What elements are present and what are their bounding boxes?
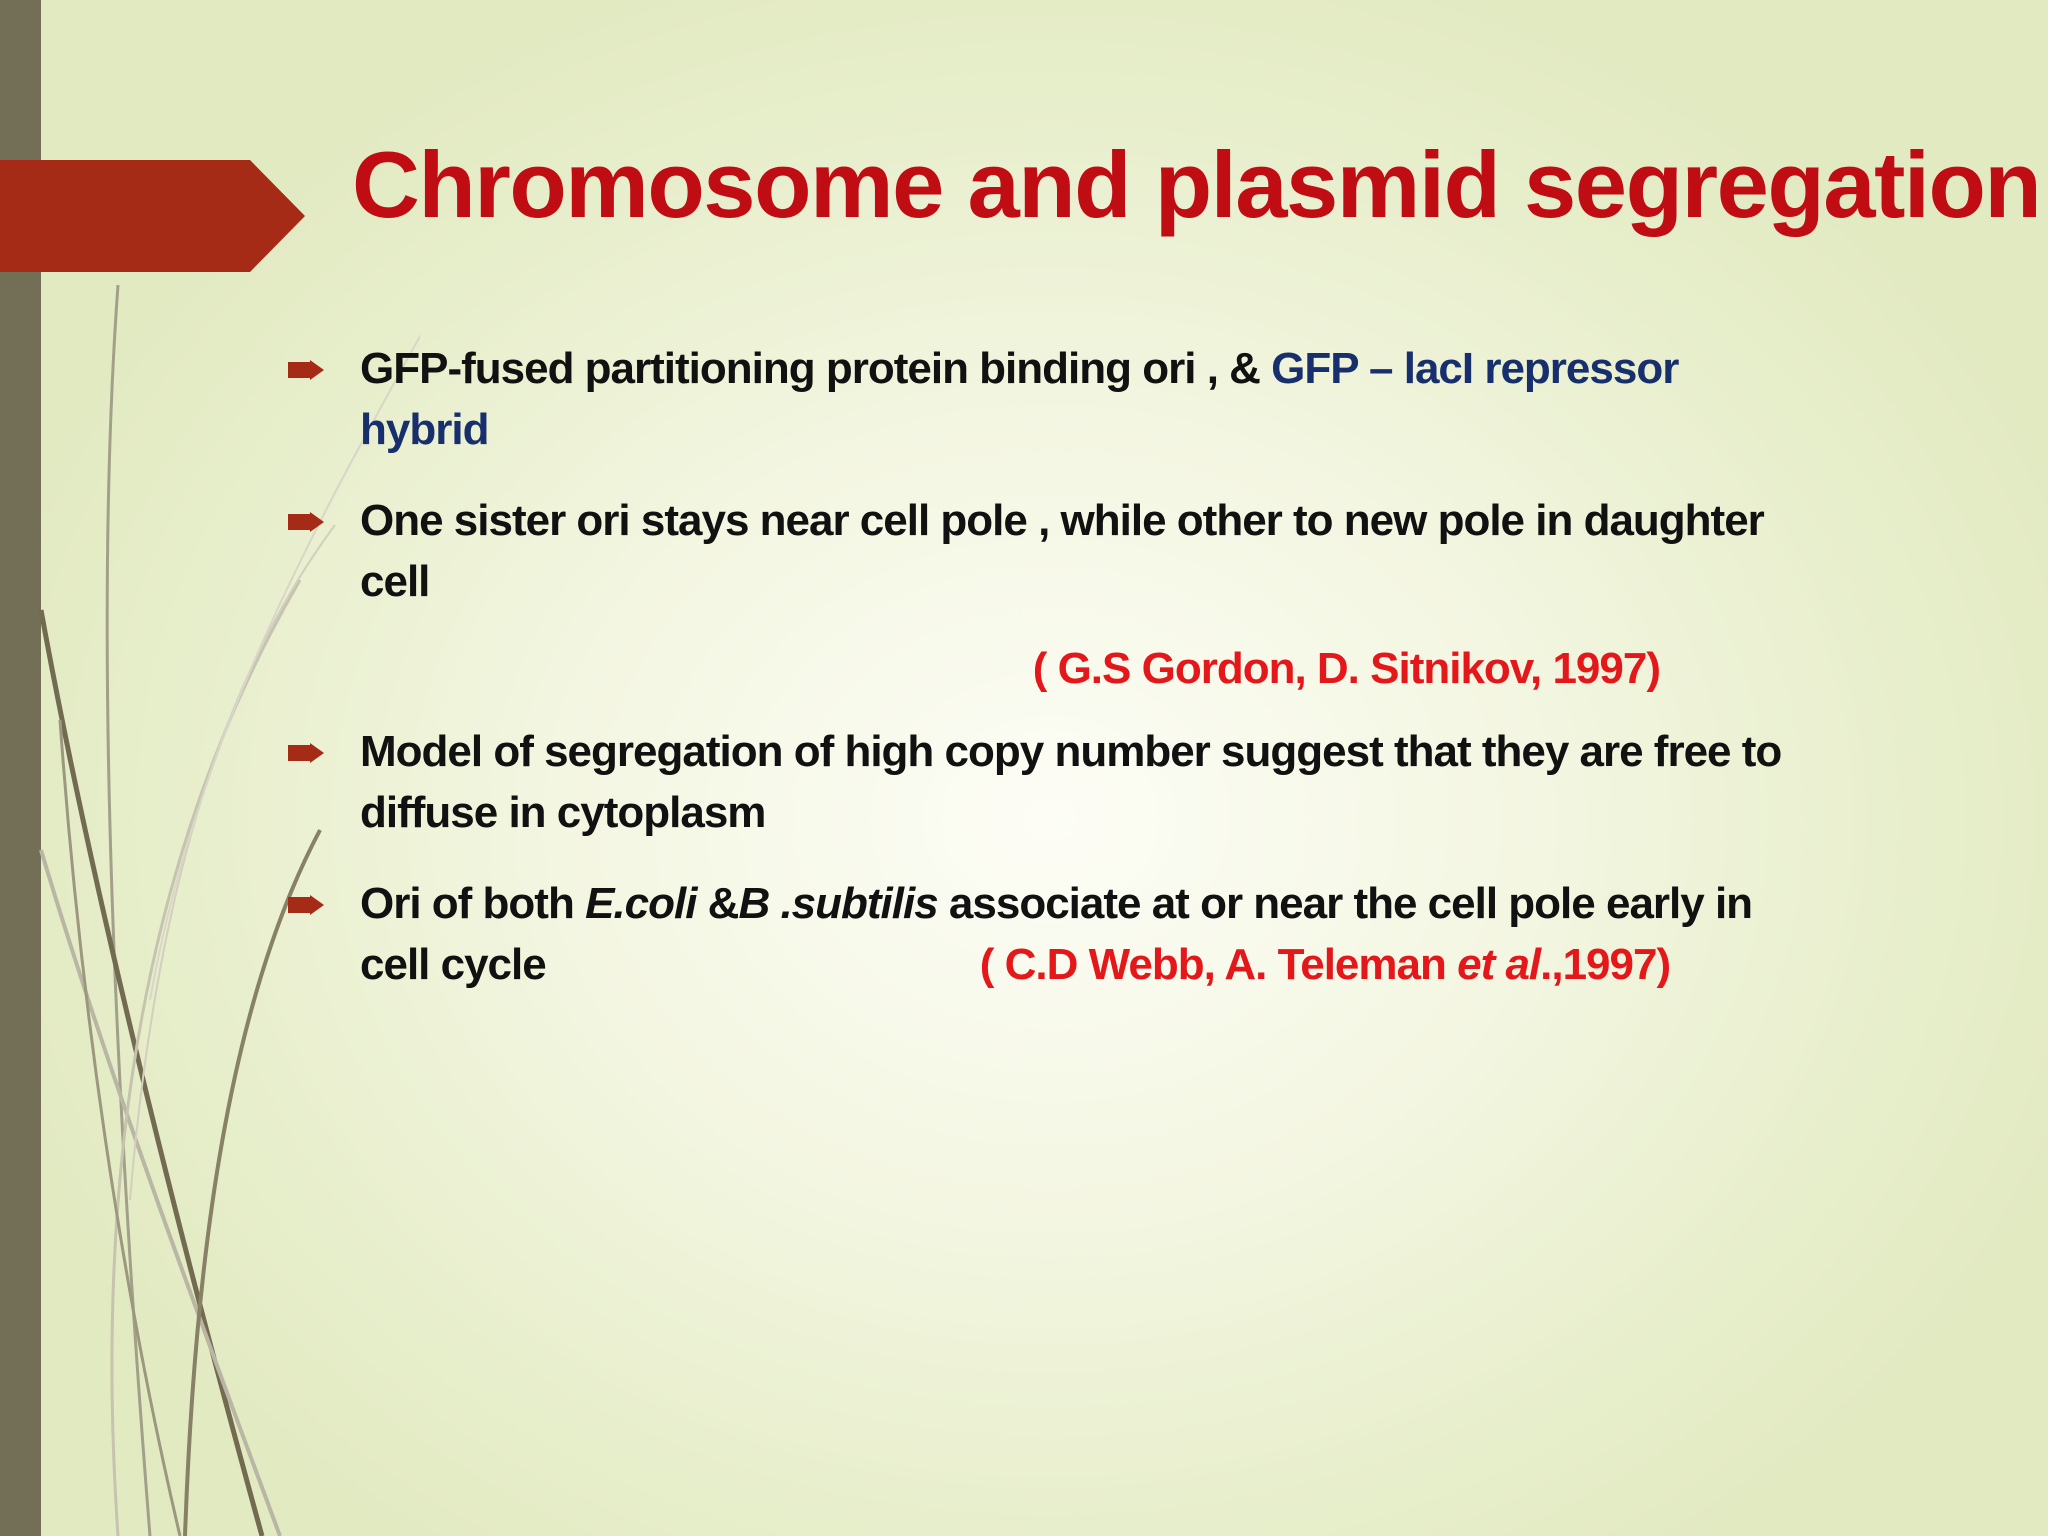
bullet-text: One sister ori stays near cell pole , while other to new pole in daughter cell [360, 496, 1764, 606]
species-ecoli: E.coli [585, 879, 697, 928]
citation-etal: et al [1457, 940, 1541, 989]
right-arrow-bullet-icon [288, 743, 324, 763]
bullet-text: Ori of both [360, 879, 586, 928]
bullet-highlight-text: GFP – lacI repressor hybrid [360, 344, 1679, 454]
title-arrow-banner [0, 160, 305, 272]
right-arrow-bullet-icon [288, 895, 324, 915]
citation-year: .,1997) [1540, 940, 1671, 989]
bullet-item-high-copy-model [288, 721, 1788, 843]
bullet-item-gfp-fused [288, 338, 1788, 460]
bullet-item-ori-pole [288, 873, 1788, 995]
bullet-item-sister-ori [288, 490, 1788, 699]
citation-webb [980, 934, 1670, 995]
species-bsubtilis: B .subtilis [738, 879, 938, 928]
bullet-text: Model of segregation of high copy number suggest that they are free to diffuse in cytoplasm [360, 727, 1782, 837]
citation-gordon: ( G.S Gordon, D. Sitnikov, 1997) [1032, 644, 1660, 693]
right-arrow-bullet-icon [288, 360, 324, 380]
bullet-text-continued: associate at or near the cell pole early in cell cycle [360, 879, 1753, 989]
citation-authors: ( C.D Webb, A. Teleman [979, 940, 1458, 989]
bullet-list [288, 338, 1788, 995]
bullet-text: GFP-fused partitioning protein binding ori , & [360, 344, 1272, 393]
slide-title: Chromosome and plasmid segregation [352, 132, 2041, 237]
right-arrow-bullet-icon [288, 512, 324, 532]
ampersand-text: & [696, 879, 739, 928]
